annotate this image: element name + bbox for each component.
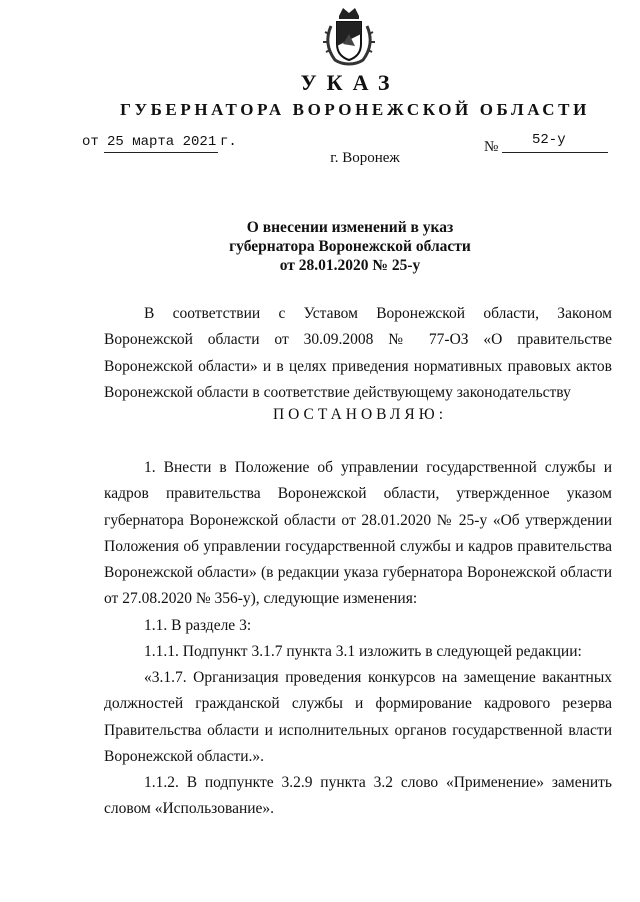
document-title: УКАЗ — [300, 70, 400, 95]
document-subject — [0, 218, 640, 275]
preamble-paragraph: В соответствии с Уставом Воронежской области, Законом Воронежской области от 30.09.2008 № 77-ОЗ «О правительстве Воронежской области» и в целях приведения нормативных правовых актов Воронежской области в соответствие действующему законодательству — [104, 305, 612, 401]
item-1-1-1-paragraph: 1.1.1. Подпункт 3.1.7 пункта 3.1 изложить в следующей редакции: — [144, 643, 582, 660]
item-1-1-paragraph: 1.1. В разделе 3: — [144, 617, 252, 634]
subject-line: губернатора Воронежской области — [229, 238, 471, 255]
item-1-1-2-paragraph: 1.1.2. В подпункте 3.2.9 пункта 3.2 слово «Применение» заменить словом «Использование». — [104, 774, 612, 818]
decree-word: ПОСТАНОВЛЯЮ: — [272, 406, 448, 423]
document-number: 52-у — [532, 132, 566, 148]
document-city: г. Воронеж — [330, 150, 400, 166]
document-date: 25 марта 2021 — [107, 134, 217, 150]
item-1-paragraph: 1. Внести в Положение об управлении государственной службы и кадров правительства Воронежской области, утвержденное указом губернатора Воронежской области от 28.01.2020 № 25-у «Об утверждении Положения об управлении государственной службы и кадров правительства Воронежской области» (в редакции указа губернатора Воронежской области от 27.08.2020 № 356-у), следующие изменения: — [104, 459, 612, 608]
subject-line: О внесении изменений в указ — [246, 219, 454, 236]
number-label: № — [484, 139, 499, 155]
subject-line: от 28.01.2020 № 25-у — [279, 257, 421, 274]
coat-of-arms-icon — [319, 4, 379, 68]
date-suffix: г. — [220, 134, 237, 150]
quoted-subclause-paragraph: «3.1.7. Организация проведения конкурсов на замещение вакантных должностей гражданской службы и формирование кадрового резерва Правительства области и исполнительных органов государственной власти Воронежской области.». — [104, 669, 612, 765]
date-prefix: от — [82, 134, 99, 150]
document-subtitle: ГУБЕРНАТОРА ВОРОНЕЖСКОЙ ОБЛАСТИ — [120, 100, 590, 119]
